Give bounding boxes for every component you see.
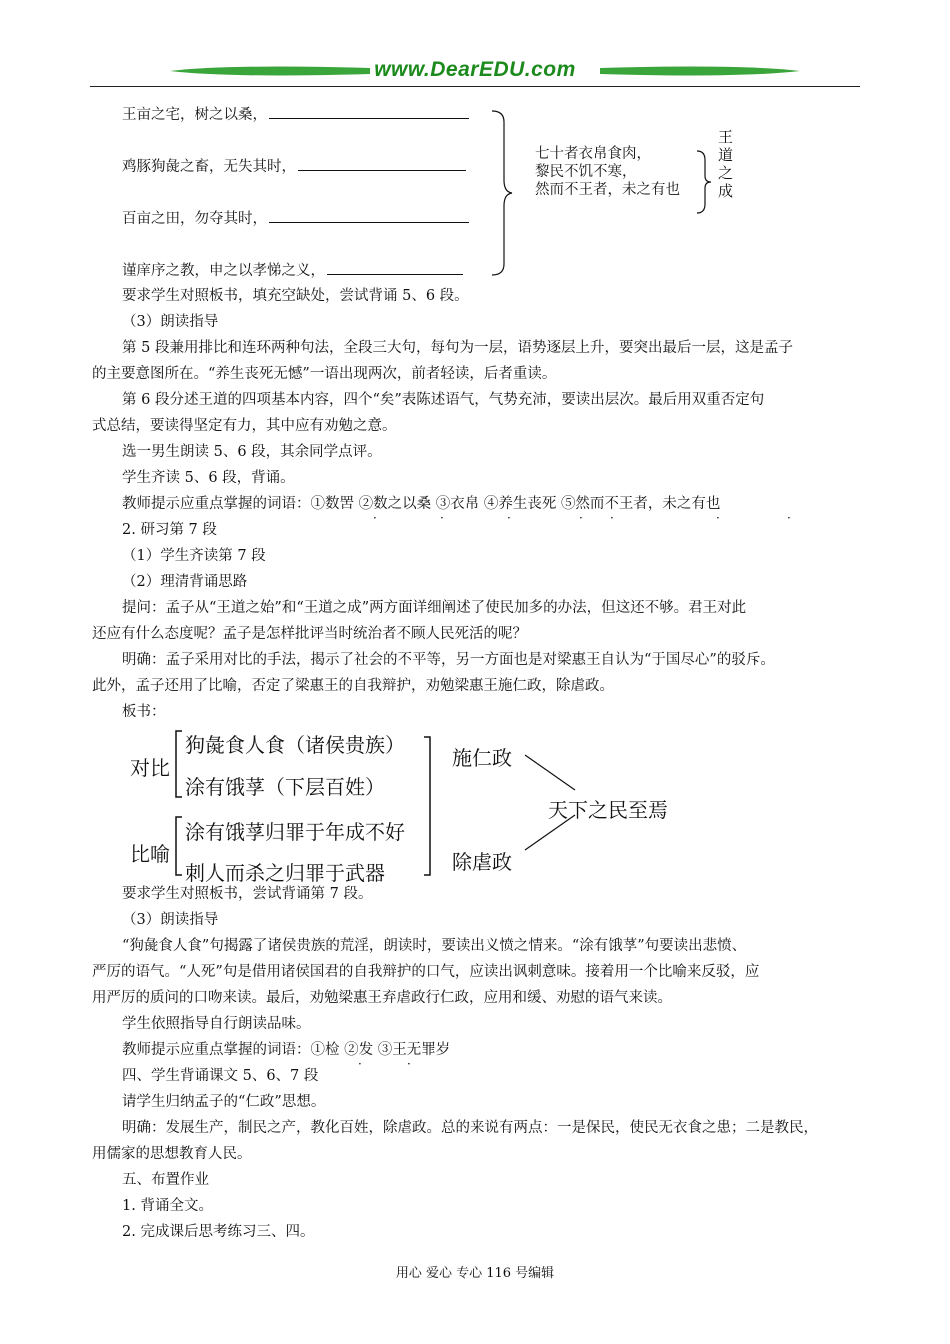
result-line-3: 然而不王者，未之有也 xyxy=(535,182,680,198)
header-rule xyxy=(90,86,860,87)
board-right-bottom: 除虐政 xyxy=(452,850,512,874)
para-heading-reading: （3）朗读指导 xyxy=(122,314,219,330)
result-line-2: 黎民不饥不寒， xyxy=(535,164,637,180)
fill-line-3: 百亩之田，勿夺其时， xyxy=(122,208,469,229)
para-key-terms-2: 教师提示应重点掌握的词语：①检 ②发 ③王无罪岁 xyxy=(122,1042,451,1058)
board-line-1: 狗彘食人食（诸侯贵族） xyxy=(185,733,405,757)
board-line-2: 涂有饿莩（下层百姓） xyxy=(185,775,385,799)
para-board-label: 板书： xyxy=(122,704,166,720)
para-read-7: （1）学生齐读第 7 段 xyxy=(122,548,266,564)
key-term: ①检 xyxy=(310,1042,340,1058)
fill-line-4: 谨庠序之教，申之以孝悌之义， xyxy=(122,260,463,281)
para-6-guide-b: 式总结，要读得坚定有力，其中应有劝勉之意。 xyxy=(92,418,397,434)
para-7-guide-b: 严厉的语气。“人死”句是借用诸侯国君的自我辩护的口气，应读出讽刺意味。接着用一个比喻来反驳，应 xyxy=(92,964,760,980)
para-answer-renzheng-b: 用儒家的思想教育人民。 xyxy=(92,1146,252,1162)
para-6-guide-a: 第 6 段分述王道的四项基本内容，四个“矣”表陈述语气，气势充沛，要读出层次。最后用双重否定句 xyxy=(122,392,765,408)
key-term: ③王无罪岁 xyxy=(377,1042,451,1058)
blank-1[interactable] xyxy=(269,104,469,119)
site-logo[interactable]: www.DearEDU.com xyxy=(374,58,576,81)
board-right-top: 施仁政 xyxy=(452,746,512,770)
fill-line-2: 鸡豚狗彘之畜，无失其时， xyxy=(122,156,466,177)
board-center: 天下之民至焉 xyxy=(548,798,668,822)
section-heading-homework: 五、布置作业 xyxy=(122,1172,209,1188)
key-term: ②数之以桑 xyxy=(358,496,432,512)
side-label-wangdaozhicheng: 王道之成 xyxy=(718,128,734,200)
para-summarize: 请学生归纳孟子的“仁政”思想。 xyxy=(122,1094,326,1110)
para-answer-b: 此外，孟子还用了比喻，否定了梁惠王的自我辩护，劝勉梁惠王施仁政，除虐政。 xyxy=(92,678,614,694)
homework-item-2: 2. 完成课后思考练习三、四。 xyxy=(122,1224,315,1240)
para-question-b: 还应有什么态度呢？孟子是怎样批评当时统治者不顾人民死活的呢？ xyxy=(92,626,527,642)
board-label-metaphor: 比喻 xyxy=(130,842,170,866)
para-5-guide-a: 第 5 段兼用排比和连环两种句法，全段三大句，每句为一层，语势逐层上升，要突出最后一层，这是孟子 xyxy=(122,340,793,356)
section-heading-study-7: 2. 研习第 7 段 xyxy=(122,522,217,538)
key-term: ③衣帛 xyxy=(435,496,480,512)
para-read-aloud: 选一男生朗读 5、6 段，其余同学点评。 xyxy=(122,444,382,460)
para-self-reading: 学生依照指导自行朗读品味。 xyxy=(122,1016,311,1032)
key-term: ①数罟 xyxy=(310,496,354,512)
board-line-3: 涂有饿莩归罪于年成不好 xyxy=(185,820,405,844)
para-answer-renzheng-a: 明确：发展生产，制民之产，教化百姓，除虐政。总的来说有两点：一是保民，使民无衣食之患；二是教民， xyxy=(122,1120,818,1136)
para-instruction: 要求学生对照板书，填充空缺处，尝试背诵 5、6 段。 xyxy=(122,288,469,304)
para-7-guide-c: 用严厉的质问的口吻来读。最后，劝勉梁惠王弃虐政行仁政，应用和缓、劝慰的语气来读。 xyxy=(92,990,672,1006)
result-line-1: 七十者衣帛食肉， xyxy=(535,146,651,162)
para-recite-outline: （2）理清背诵思路 xyxy=(122,574,248,590)
key-term: ⑤然而不王者，未之有也 xyxy=(560,496,721,512)
para-recite: 学生齐读 5、6 段，背诵。 xyxy=(122,470,295,486)
para-question-a: 提问：孟子从“王道之始”和“王道之成”两方面详细阐述了使民加多的办法，但这还不够。君王对此 xyxy=(122,600,747,616)
fill-brace-icon xyxy=(492,110,514,276)
para-heading-reading-2: （3）朗读指导 xyxy=(122,912,219,928)
fill-line-1: 王亩之宅，树之以桑， xyxy=(122,104,469,125)
page-header xyxy=(90,60,860,90)
para-instruction-7: 要求学生对照板书，尝试背诵第 7 段。 xyxy=(122,886,373,902)
para-5-guide-b: 的主要意图所在。“养生丧死无憾”一语出现两次，前者轻读，后者重读。 xyxy=(92,366,557,382)
board-line-4: 刺人而杀之归罪于武器 xyxy=(185,861,385,885)
homework-item-1: 1. 背诵全文。 xyxy=(122,1198,213,1214)
section-heading-four: 四、学生背诵课文 5、6、7 段 xyxy=(122,1068,319,1084)
blank-3[interactable] xyxy=(269,208,469,223)
para-answer-a: 明确：孟子采用对比的手法，揭示了社会的不平等，另一方面也是对梁惠王自认为“于国尽心”的驳斥。 xyxy=(122,652,775,668)
para-7-guide-a: “狗彘食人食”句揭露了诸侯贵族的荒淫，朗读时，要读出义愤之情来。“涂有饿莩”句要读出悲愤、 xyxy=(122,938,747,954)
board-label-contrast: 对比 xyxy=(130,756,170,780)
page-footer: 用心 爱心 专心 116 号编辑 xyxy=(395,1266,555,1281)
result-brace-icon xyxy=(695,150,713,214)
key-term: ②发 xyxy=(344,1042,374,1058)
key-term: ④养生丧死 xyxy=(483,496,557,512)
para-key-terms-1: 教师提示应重点掌握的词语：①数罟 ②数之以桑 ③衣帛 ④养生丧死 ⑤然而不王者，未之有也 xyxy=(122,496,721,512)
blank-4[interactable] xyxy=(327,260,463,275)
blank-2[interactable] xyxy=(298,156,466,171)
